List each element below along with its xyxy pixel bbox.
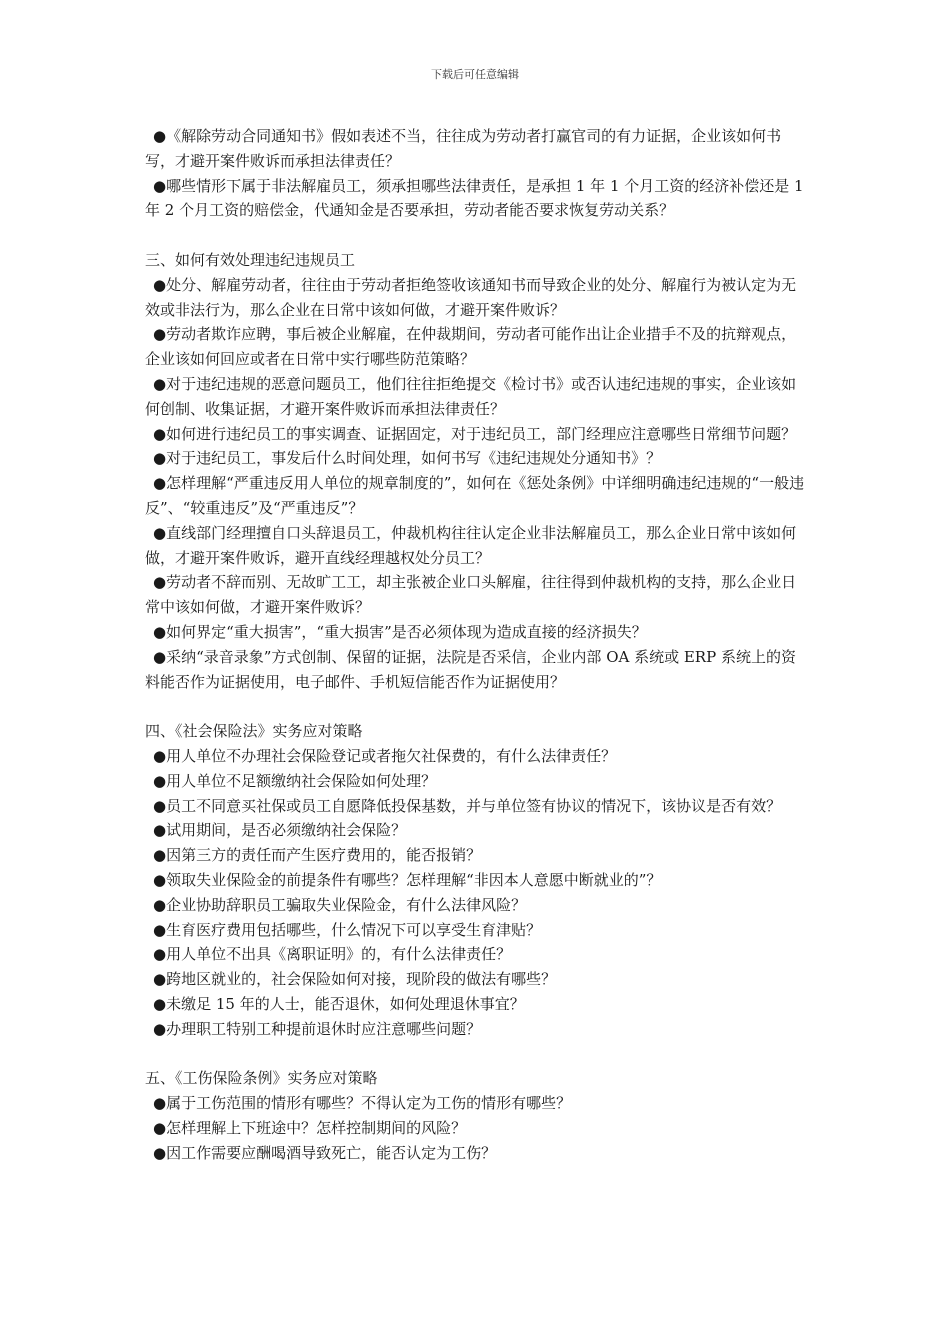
list-item: ●采纳“录音录象”方式创制、保留的证据，法院是否采信，企业内部 OA 系统或 ERP 系统上的资料能否作为证据使用，电子邮件、手机短信能否作为证据使用？ [145, 647, 796, 691]
list-item: ●怎样理解“严重违反用人单位的规章制度的”，如何在《惩处条例》中详细明确违纪违规的“一般违反”、“较重违反”及“严重违反”？ [145, 474, 805, 517]
list-item: ●领取失业保险金的前提条件有哪些？怎样理解“非因本人意愿中断就业的”？ [153, 870, 662, 889]
document-body [145, 124, 807, 1165]
list-item: ●怎样理解上下班途中？怎样控制期间的风险？ [153, 1118, 467, 1137]
section-heading: 四、《社会保险法》实务应对策略 [145, 722, 363, 741]
list-item: ●如何进行违纪员工的事实调查、证据固定，对于违纪员工，部门经理应注意哪些日常细节问题？ [153, 424, 797, 443]
list-item: ●用人单位不出具《离职证明》的，有什么法律责任？ [153, 945, 512, 964]
list-item: ●跨地区就业的，社会保险如何对接，现阶段的做法有哪些？ [153, 970, 557, 989]
list-item: ●因第三方的责任而产生医疗费用的，能否报销？ [153, 846, 482, 865]
section-spacer [145, 694, 807, 719]
section-heading: 三、如何有效处理违纪违规员工 [145, 250, 356, 269]
list-item: ●处分、解雇劳动者，往往由于劳动者拒绝签收该通知书而导致企业的处分、解雇行为被认定为无效或非法行为，那么企业在日常中该如何做，才避开案件败诉？ [145, 275, 797, 319]
list-item: ●《解除劳动合同通知书》假如表述不当，往往成为劳动者打赢官司的有力证据，企业该如何书写，才避开案件败诉而承担法律责任？ [145, 127, 782, 170]
list-item: ●因工作需要应酬喝酒导致死亡，能否认定为工伤？ [153, 1143, 497, 1162]
list-item: ●如何界定“重大损害”，“重大损害”是否必须体现为造成直接的经济损失？ [153, 622, 647, 641]
page-header: 下载后可任意编辑 [431, 68, 519, 81]
list-item: ●用人单位不足额缴纳社会保险如何处理？ [153, 771, 437, 790]
section-spacer [145, 1041, 807, 1066]
list-item: ●劳动者不辞而别、无故旷工工，却主张被企业口头解雇，往往得到仲裁机构的支持，那么企业日常中该如何做，才避开案件败诉？ [145, 573, 797, 617]
list-item: ●用人单位不办理社会保险登记或者拖欠社保费的，有什么法律责任？ [153, 746, 617, 765]
list-item: ●对于违纪违规的恶意问题员工，他们往往拒绝提交《检讨书》或否认违纪违规的事实，企业该如何创制、收集证据，才避开案件败诉而承担法律责任？ [145, 374, 797, 418]
list-item: ●企业协助辞职员工骗取失业保险金，有什么法律风险？ [153, 895, 527, 914]
section-spacer [145, 223, 807, 248]
list-item: ●直线部门经理擅自口头辞退员工，仲裁机构往往认定企业非法解雇员工，那么企业日常中该如何做，才避开案件败诉，避开直线经理越权处分员工？ [145, 523, 797, 567]
list-item: ●办理职工特别工种提前退休时应注意哪些问题？ [153, 1019, 482, 1038]
list-item: ●员工不同意买社保或员工自愿降低投保基数，并与单位签有协议的情况下，该协议是否有效？ [153, 796, 782, 815]
list-item: ●对于违纪员工，事发后什么时间处理，如何书写《违纪违规处分通知书》？ [153, 449, 662, 468]
list-item: ●试用期间，是否必须缴纳社会保险？ [153, 821, 407, 840]
section-heading: 五、《工伤保险条例》实务应对策略 [145, 1069, 378, 1088]
list-item: ●属于工伤范围的情形有哪些？不得认定为工伤的情形有哪些？ [153, 1094, 572, 1113]
list-item: ●哪些情形下属于非法解雇员工，须承担哪些法律责任，是承担 1 年 1 个月工资的经济补偿还是 1 年 2 个月工资的赔偿金，代通知金是否要承担，劳动者能否要求恢复劳动关系？ [145, 176, 804, 220]
list-item: ●生育医疗费用包括哪些，什么情况下可以享受生育津贴？ [153, 920, 542, 939]
list-item: ●劳动者欺诈应聘，事后被企业解雇，在仲裁期间，劳动者可能作出让企业措手不及的抗辩观点，企业该如何回应或者在日常中实行哪些防范策略？ [145, 325, 797, 369]
list-item: ●未缴足 15 年的人士，能否退休，如何处理退休事宜？ [153, 994, 525, 1013]
